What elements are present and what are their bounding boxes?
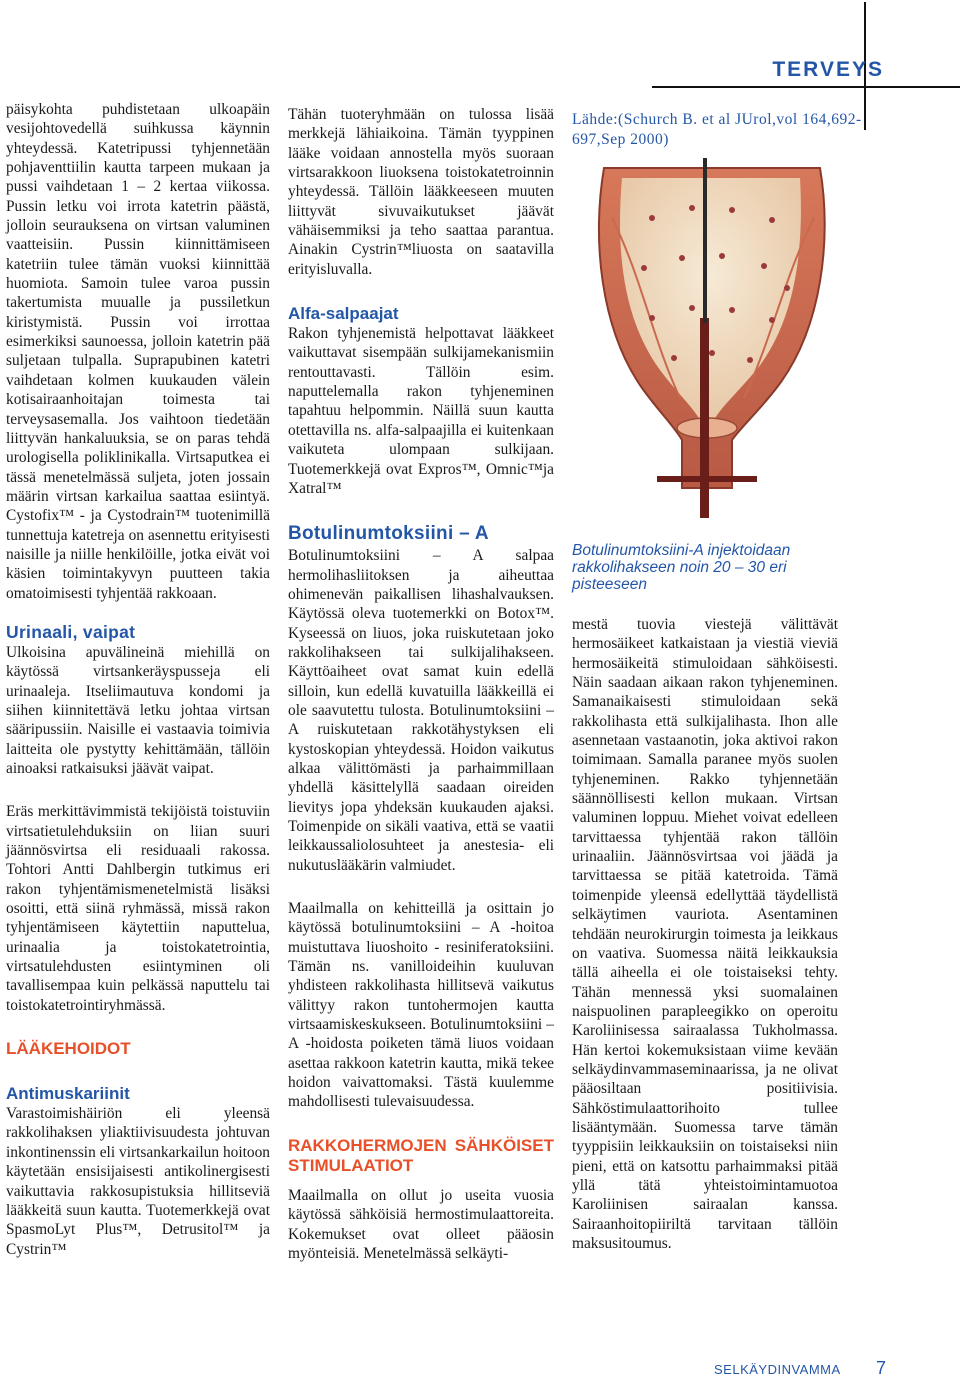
heading-sahkoiset-stimulaatiot: RAKKOHERMOJEN SÄHKÖISET STIMULAATIOT (288, 1135, 554, 1175)
section-tag: TERVEYS (772, 58, 884, 81)
heading-laakehoidot: LÄÄKEHOIDOT (6, 1039, 131, 1059)
paragraph: Eräs merkittävimmistä tekijöistä toistuviin virtsatietulehduksiin on liian suuri jäännösvirtsa eli residuaali rakossa. Tohtori Antti Dahlbergin tutkimus eri rakon tyhjentämismenetelmistä lisäksi osoitti, että siinä ryhmässä, missä rakon tyhjentämiseen käytettiin naputtelua, urinaalia ja toistokatetrointia, virtsatulehdusten esiintyminen oli tavallisempaa kuin pelkässä naputtelu tai toistokatetrointiryhmässä. (6, 803, 270, 1014)
paragraph: Maailmalla on ollut jo useita vuosia käytössä sähköisiä hermostimulaattoreita. Kokemukset ovat olleet pääosin myönteisiä. Menetelmässä selkäyti- (288, 1186, 554, 1262)
paragraph: päisykohta puhdistetaan ulkoapäin vesijohtovedellä suihkussa käynnin yhteydessä. Katetripussi tyhjennetään pohjaventtiilin kautta tarpeen mukaan ja pussi vaihdetaan 1 – 2 kertaa viikossa. Pussin letku voi irrota katetrin päästä, jolloin seurauksena on virtsan valuminen vaatteisiin. Pussin kiinnittämiseen katetriin tulee tämän vuoksi kiinnittää huomiota. Samoin tulee varoa pussin takertumista muualle ja pussiletkun kiristymistä. Pussin voi irrottaa esimerkiksi saunoessa, jolloin katetrin pää suljetaan tulpalla. Suprapubinen katetri vaihdetaan kolmen kuukauden välein kotisairaanhoitajan toimesta tai terveysasemalla. Jos vaihtoon tiedetään liittyvän hankaluuksia, se on paras tehdä urologisella poliklinikalla. Virtsaputkea ei tässä menetelmässä suljeta, joten jossain määrin virtsan karkailua saattaa esiintyä. Cystofix™ - ja Cystodrain™ tuotenimillä tunnettuja katetreja on asennettu erityisesti naisille ja niille henkilöille, jotka eivät voi käsien toimintakyvyn puutteen takia omatoimisesti tyhjentää rakkoaan. (6, 101, 270, 602)
paragraph: Rakon tyhjenemistä helpottavat lääkkeet vaikuttavat sisempään sulkijamekanismiin rentouttavasti. Tällöin esim. naputtelemalla rakon tyhjeneminen tapahtuu helpommin. Näillä suun kautta otettavilla ns. alfa-salpaajilla ei kuitenkaan vaikuteta ulompaan sulkijaan. Tuotemerkkejä ovat Expros™, Omnic™ja Xatral™ (288, 325, 554, 497)
page-number: 7 (876, 1358, 887, 1378)
paragraph: Varastoimishäiriön eli yleensä rakkolihaksen yliaktiivisuudesta johtuvan inkontinenssin eli virtsankarkailun hoitoon käytetään ensisijaisesti antikolinergisesti vaikuttavia rakkosupistuksia hillitseviä lääkkeitä suun kautta. Tuotemerkkejä ovat SpasmoLyt Plus™, Detrusitol™ ja Cystrin™ (6, 1105, 270, 1258)
source-citation: Lähde:(Schurch B. et al JUrol,vol 164,692-697,Sep 2000) (572, 111, 862, 148)
paragraph: Maailmalla on kehitteillä ja osittain jo käytössä botulinumtoksiini – A -hoitoa muistuttava liuoshoito - resiniferatoksiini. Tämän ns. vanilloideihin kuuluvan yhdisteen rakkolihasta hillitsevä vaikutus välittyy rakon tuntohermojen kautta virtsaamiskeskukseen. Botulinumtoksiini – A -hoidosta poiketen tämä liuos voidaan asettaa rakkoon katetrin kautta, mikä tekee hoidon vaivattomaksi. Tästä kuulemme mahdollisesti tulevaisuudessa. (288, 900, 554, 1111)
header-horizontal-rule (652, 86, 960, 88)
paragraph: Botulinumtoksiini – A salpaa hermolihasliitoksen ja aiheuttaa ohimenevän paikallisen lihashalvauksen. Käytössä oleva tuotemerkki on Botox™. Kyseessä on liuos, joka ruiskutetaan joko rakkolihakseen tai sulkijalihakseen. Käyttöaiheet ovat samat kuin edellä silloin, kun edellä kuvatuilla lääkkeillä ei ole saavutettu tulosta. Botulinumtoksiini – A ruiskutetaan rakkotähystyksen eli kystoskopian yhteydessä. Hoidon vaikutus alkaa välittömästi ja parhaimmillaan yhdellä käsittelyllä saadaan oireiden lievitys jopa yhdeksän kuukauden ajaksi. Toimenpide on sikäli vaativa, että se vaatii leikkaussaliolosuhteet ja anestesia- eli nukutuslääkärin valmiudet. (288, 547, 554, 874)
paragraph: Tähän tuoteryhmään on tulossa lisää merkkejä lähiaikoina. Tämän tyyppinen lääke voidaan annostella myös suoraan virtsarakkoon liuoksena toistokatetroinnin yhteydessä. Tällöin lääkkeeseen muuten liittyvät sivuvaikutukset jäävät vähäisemmiksi ja teho saattaa parantua. Ainakin Cystrin™liuosta on saatavilla erityisluvalla. (288, 106, 554, 278)
footer-magazine-title: SELKÄYDINVAMMA (714, 1362, 841, 1377)
paragraph: Ulkoisina apuvälineinä miehillä on käytössä virtsankeräyspusseja eli urinaaleja. Itseliimautuva kondomi ja siihen kiinnitettävä letku johtaa virtsan sääripussiin. Naisille ei vastaavia toimivia laitteita ole pystytty kehittämään, tällöin ainoaksi ratkaisuksi jäävät vaipat. (6, 643, 270, 777)
column-1 (6, 100, 270, 1259)
cystoscope-needle (703, 158, 707, 323)
cystoscope-handle (657, 476, 757, 482)
heading-antimuskariinit: Antimuskariinit (6, 1084, 130, 1104)
bladder-illustration (582, 158, 847, 533)
heading-botulinumtoksiini: Botulinumtoksiini – A (288, 523, 489, 545)
heading-urinaali: Urinaali, vaipat (6, 621, 136, 642)
heading-alfa-salpaajat: Alfa-salpaajat (288, 304, 399, 324)
column-2 (288, 105, 554, 1263)
paragraph: mestä tuovia viestejä välittävät hermosäikeet katkaistaan ja viestiä vieviä hermosäikeitä stimuloidaan sähköisesti. Näin saadaan aikaan rakon tyhjeneminen. Samanaikaisesti stimuloidaan sekä rakkolihasta että sulkijalihasta. Ihon alle asennetaan vastaanotin, joka aktivoi rakon toimimaan. Samalla paranee myös suolen tyhjeneminen. Rakko tyhjennetään säännöllisesti kellon mukaan. Virtsan valuminen loppuu. Miehet voivat edelleen tarvittaessa tyhjentää rakon tällöin urinaaliin. Jäännösvirtsaa voi jäädä ja tarvittaessa se pitää katetroida. Tämä toimenpide yleensä edellyttää täydellistä selkäytimen vauriota. Asentaminen tehdään neurokirurgin toimesta ja leikkaus on vaativa. Suomessa näitä leikkauksia tällä aiheella ei ole toistaiseksi tehty. Tähän mennessä yksi suomalainen naispuolinen parapleegikko on operoitu Karoliinisessa sairaalassa Tukholmassa. Hän kertoi kokemuksistaan viime kevään selkäydinvammaseminaarissa, ja ne olivat pääosiltaan positiivisia. Sähköstimulaattorihoito tullee lisääntymään. Suomessa tarve tämän tyyppisiin leikkauksiin on toistaiseksi niin pieni, että on katsottu parhaimmaksi pitää yllä tätä yhteistoimintamuotoa Karoliinisen sairaalan kanssa. Sairaanhoitopiiriltä tarvitaan tällöin maksusitoumus. (572, 616, 838, 1252)
figure-caption: Botulinumtoksiini-A injektoidaan rakkolihakseen noin 20 – 30 eri pisteeseen (572, 542, 791, 593)
cystoscope-shaft (700, 318, 709, 518)
column-3 (572, 615, 838, 1253)
